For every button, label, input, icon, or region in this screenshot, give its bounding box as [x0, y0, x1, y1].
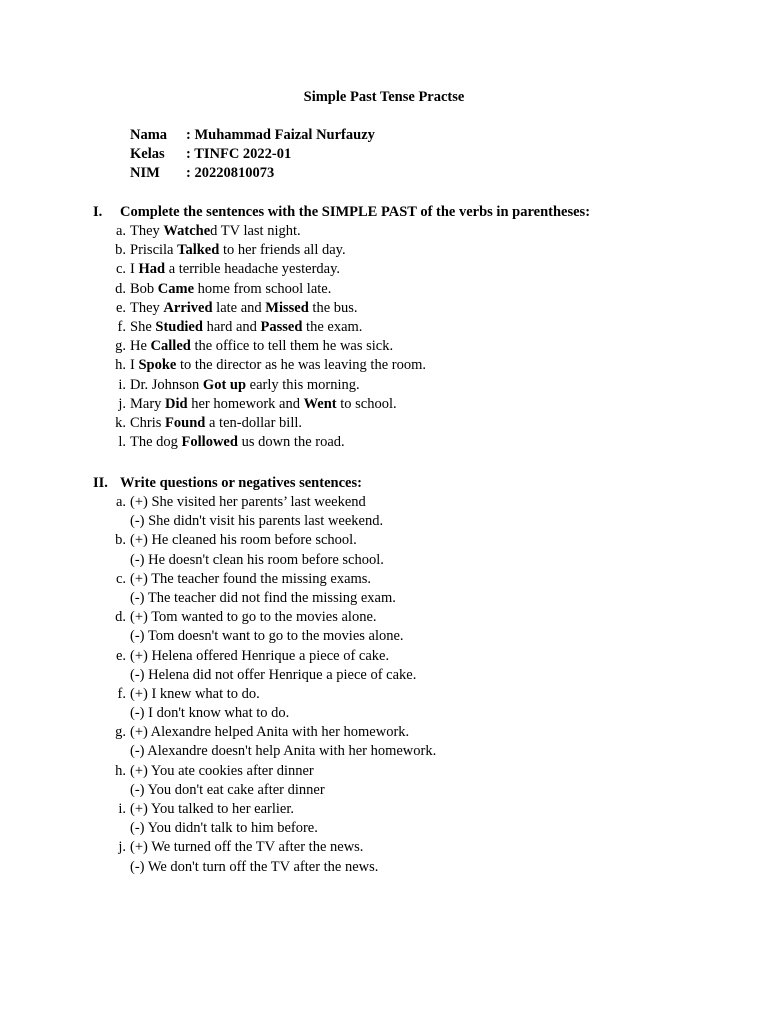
- section-2-list: [100, 493, 436, 877]
- sentence-text: the bus.: [308, 299, 358, 316]
- exercise-1-item: [100, 356, 426, 375]
- answer-verb: Passed: [260, 318, 303, 335]
- answer-verb: Called: [150, 338, 191, 355]
- negative-sentence: (-) The teacher did not find the missing exam.: [130, 589, 396, 606]
- item-letter: [100, 608, 130, 627]
- exercise-2-negative: [100, 627, 436, 646]
- item-letter: [100, 800, 130, 819]
- sentence-text: He: [130, 338, 151, 355]
- exercise-2-positive: [100, 800, 436, 819]
- exercise-1-item: [100, 299, 426, 318]
- section-1-heading: [93, 203, 590, 222]
- positive-sentence: (+) You ate cookies after dinner: [130, 762, 314, 779]
- sentence-text: Bob: [130, 280, 158, 297]
- answer-verb: Went: [303, 395, 337, 412]
- student-class-label: Kelas: [130, 146, 165, 162]
- sentence-text: The dog: [130, 434, 182, 451]
- positive-sentence: (+) I knew what to do.: [130, 685, 260, 702]
- section-2-heading: [93, 474, 362, 493]
- positive-sentence: (+) The teacher found the missing exams.: [130, 570, 372, 587]
- item-sentence: [130, 242, 346, 258]
- exercise-2-negative: [100, 704, 436, 723]
- sentence-text: They: [130, 299, 164, 316]
- item-letter-text: a.: [115, 223, 126, 239]
- exercise-1-item: [100, 318, 426, 337]
- item-sentence: [130, 377, 360, 393]
- negative-sentence: (-) Alexandre doesn't help Anita with her homework.: [130, 743, 437, 760]
- student-name-label: Nama: [130, 127, 168, 143]
- exercise-2-positive: [100, 493, 436, 512]
- item-letter-text: d.: [115, 609, 126, 626]
- section-1-number: I.: [93, 204, 103, 220]
- negative-sentence: (-) I don't know what to do.: [130, 705, 290, 722]
- item-sentence: [130, 300, 358, 316]
- item-letter: [100, 241, 130, 260]
- negative-sentence: (-) You don't eat cake after dinner: [130, 781, 325, 798]
- student-nim-value: : 20220810073: [186, 165, 275, 181]
- answer-verb: Did: [165, 395, 188, 412]
- negative-sentence: (-) We don't turn off the TV after the news.: [130, 858, 379, 875]
- exercise-2-negative: [100, 781, 436, 800]
- sentence-text: late and: [212, 299, 266, 316]
- item-letter: [100, 356, 130, 375]
- exercise-2-negative: [100, 512, 436, 531]
- item-letter: [100, 260, 130, 279]
- item-letter: [100, 299, 130, 318]
- item-letter: [100, 433, 130, 452]
- sentence-text: the exam.: [302, 318, 363, 335]
- exercise-1-item: [100, 414, 426, 433]
- sentence-text: early this morning.: [246, 376, 360, 393]
- item-letter-text: g.: [115, 724, 126, 741]
- exercise-2-positive: [100, 685, 436, 704]
- sentence-text: to her friends all day.: [219, 242, 346, 259]
- item-letter-text: i.: [118, 376, 126, 393]
- sentence-text: to the director as he was leaving the room.: [176, 357, 427, 374]
- sentence-text: Priscila: [130, 242, 178, 259]
- exercise-2-negative: [100, 666, 436, 685]
- positive-sentence: (+) We turned off the TV after the news.: [130, 839, 364, 856]
- item-letter-text: l.: [118, 434, 126, 451]
- item-letter-text: e.: [115, 647, 126, 664]
- exercise-2-positive: [100, 762, 436, 781]
- student-name-value: : Muhammad Faizal Nurfauzy: [186, 127, 375, 143]
- exercise-2-positive: [100, 531, 436, 550]
- sentence-text: I: [130, 261, 139, 278]
- item-letter: [100, 647, 130, 666]
- exercise-1-item: [100, 395, 426, 414]
- item-letter: [100, 280, 130, 299]
- item-sentence: [130, 319, 362, 335]
- item-letter: [100, 395, 130, 414]
- sentence-text: d TV last night.: [210, 223, 301, 239]
- exercise-2-positive: [100, 647, 436, 666]
- sentence-text: the office to tell them he was sick.: [190, 338, 394, 355]
- item-sentence: [130, 261, 340, 277]
- answer-verb: Missed: [265, 299, 309, 316]
- answer-verb: Had: [138, 261, 166, 278]
- item-letter-text: a.: [115, 494, 126, 510]
- exercise-1-item: [100, 376, 426, 395]
- item-letter-text: i.: [118, 801, 126, 817]
- item-letter: [100, 414, 130, 433]
- sentence-text: Chris: [130, 414, 166, 431]
- item-letter-text: j.: [118, 395, 126, 412]
- negative-sentence: (-) He doesn't clean his room before school.: [130, 551, 384, 568]
- sentence-text: Dr. Johnson: [130, 376, 203, 393]
- section-1-title: Complete the sentences with the SIMPLE PAST of the verbs in parentheses:: [120, 204, 591, 220]
- exercise-1-item: [100, 241, 426, 260]
- exercise-2-positive: [100, 608, 436, 627]
- item-letter: [100, 762, 130, 781]
- section-1-list: [100, 222, 426, 452]
- item-letter: [100, 376, 130, 395]
- item-letter: [100, 685, 130, 704]
- item-letter-text: c.: [115, 261, 126, 278]
- answer-verb: Studied: [155, 318, 203, 335]
- answer-verb: Came: [157, 280, 195, 297]
- answer-verb: Found: [165, 414, 206, 431]
- item-sentence: [130, 415, 302, 431]
- item-sentence: [130, 357, 426, 373]
- exercise-2-negative: [100, 589, 436, 608]
- student-nim-row: [130, 164, 375, 183]
- item-letter: [100, 318, 130, 337]
- item-letter: [100, 570, 130, 589]
- answer-verb: Followed: [181, 434, 238, 451]
- answer-verb: Arrived: [163, 299, 213, 316]
- student-info: [130, 126, 375, 183]
- item-letter: [100, 337, 130, 356]
- sentence-text: She: [130, 318, 156, 335]
- item-letter-text: h.: [115, 762, 126, 779]
- sentence-text: a terrible headache yesterday.: [165, 261, 341, 278]
- negative-sentence: (-) She didn't visit his parents last weekend.: [130, 513, 384, 530]
- page-title: Simple Past Tense Practse: [303, 89, 465, 105]
- item-sentence: [130, 434, 345, 450]
- item-letter: [100, 838, 130, 857]
- item-letter: [100, 493, 130, 512]
- item-letter-text: k.: [115, 414, 126, 431]
- positive-sentence: (+) Helena offered Henrique a piece of cake.: [130, 647, 390, 664]
- exercise-1-item: [100, 260, 426, 279]
- answer-verb: Talked: [177, 242, 220, 259]
- item-letter: [100, 222, 130, 241]
- item-letter-text: j.: [118, 839, 126, 856]
- item-letter-text: b.: [115, 532, 126, 549]
- item-letter-text: f.: [117, 318, 126, 335]
- exercise-1-item: [100, 337, 426, 356]
- item-letter-text: c.: [115, 570, 126, 587]
- positive-sentence: (+) Alexandre helped Anita with her homework.: [130, 724, 410, 741]
- negative-sentence: (-) Tom doesn't want to go to the movies alone.: [130, 628, 404, 645]
- student-class-row: [130, 145, 375, 164]
- answer-verb: Spoke: [138, 357, 177, 374]
- sentence-text: to school.: [336, 395, 397, 412]
- exercise-1-item: [100, 433, 426, 452]
- sentence-text: I: [130, 357, 139, 374]
- exercise-2-positive: [100, 723, 436, 742]
- section-2-number: II.: [93, 475, 108, 491]
- item-letter-text: d.: [115, 280, 126, 297]
- item-letter-text: h.: [115, 357, 126, 374]
- item-letter: [100, 723, 130, 742]
- sentence-text: a ten-dollar bill.: [205, 414, 302, 431]
- negative-sentence: (-) You didn't talk to him before.: [130, 820, 318, 837]
- answer-verb: Watche: [163, 223, 211, 239]
- item-sentence: [130, 223, 301, 239]
- sentence-text: They: [130, 223, 164, 239]
- exercise-2-positive: [100, 570, 436, 589]
- negative-sentence: (-) Helena did not offer Henrique a piece of cake.: [130, 666, 417, 683]
- section-2-title: Write questions or negatives sentences:: [120, 475, 362, 491]
- item-sentence: [130, 281, 331, 297]
- exercise-2-negative: [100, 551, 436, 570]
- exercise-2-positive: [100, 838, 436, 857]
- positive-sentence: (+) She visited her parents’ last weekend: [130, 494, 366, 510]
- student-name-row: [130, 126, 375, 145]
- sentence-text: her homework and: [187, 395, 304, 412]
- sentence-text: Mary: [130, 395, 166, 412]
- item-sentence: [130, 396, 397, 412]
- exercise-1-item: [100, 280, 426, 299]
- exercise-2-negative: [100, 819, 436, 838]
- sentence-text: home from school late.: [194, 280, 332, 297]
- exercise-2-negative: [100, 742, 436, 761]
- item-letter: [100, 531, 130, 550]
- item-sentence: [130, 338, 393, 354]
- item-letter-text: f.: [117, 685, 126, 702]
- student-nim-label: NIM: [130, 165, 160, 181]
- student-class-value: : TINFC 2022-01: [186, 146, 292, 162]
- item-letter-text: g.: [115, 338, 126, 355]
- item-letter-text: e.: [115, 299, 126, 316]
- positive-sentence: (+) He cleaned his room before school.: [130, 532, 357, 549]
- exercise-1-item: [100, 222, 426, 241]
- sentence-text: us down the road.: [237, 434, 345, 451]
- exercise-2-negative: [100, 858, 436, 877]
- sentence-text: hard and: [202, 318, 261, 335]
- positive-sentence: (+) Tom wanted to go to the movies alone.: [130, 609, 377, 626]
- positive-sentence: (+) You talked to her earlier.: [130, 801, 295, 817]
- answer-verb: Got up: [202, 376, 247, 393]
- item-letter-text: b.: [115, 242, 126, 259]
